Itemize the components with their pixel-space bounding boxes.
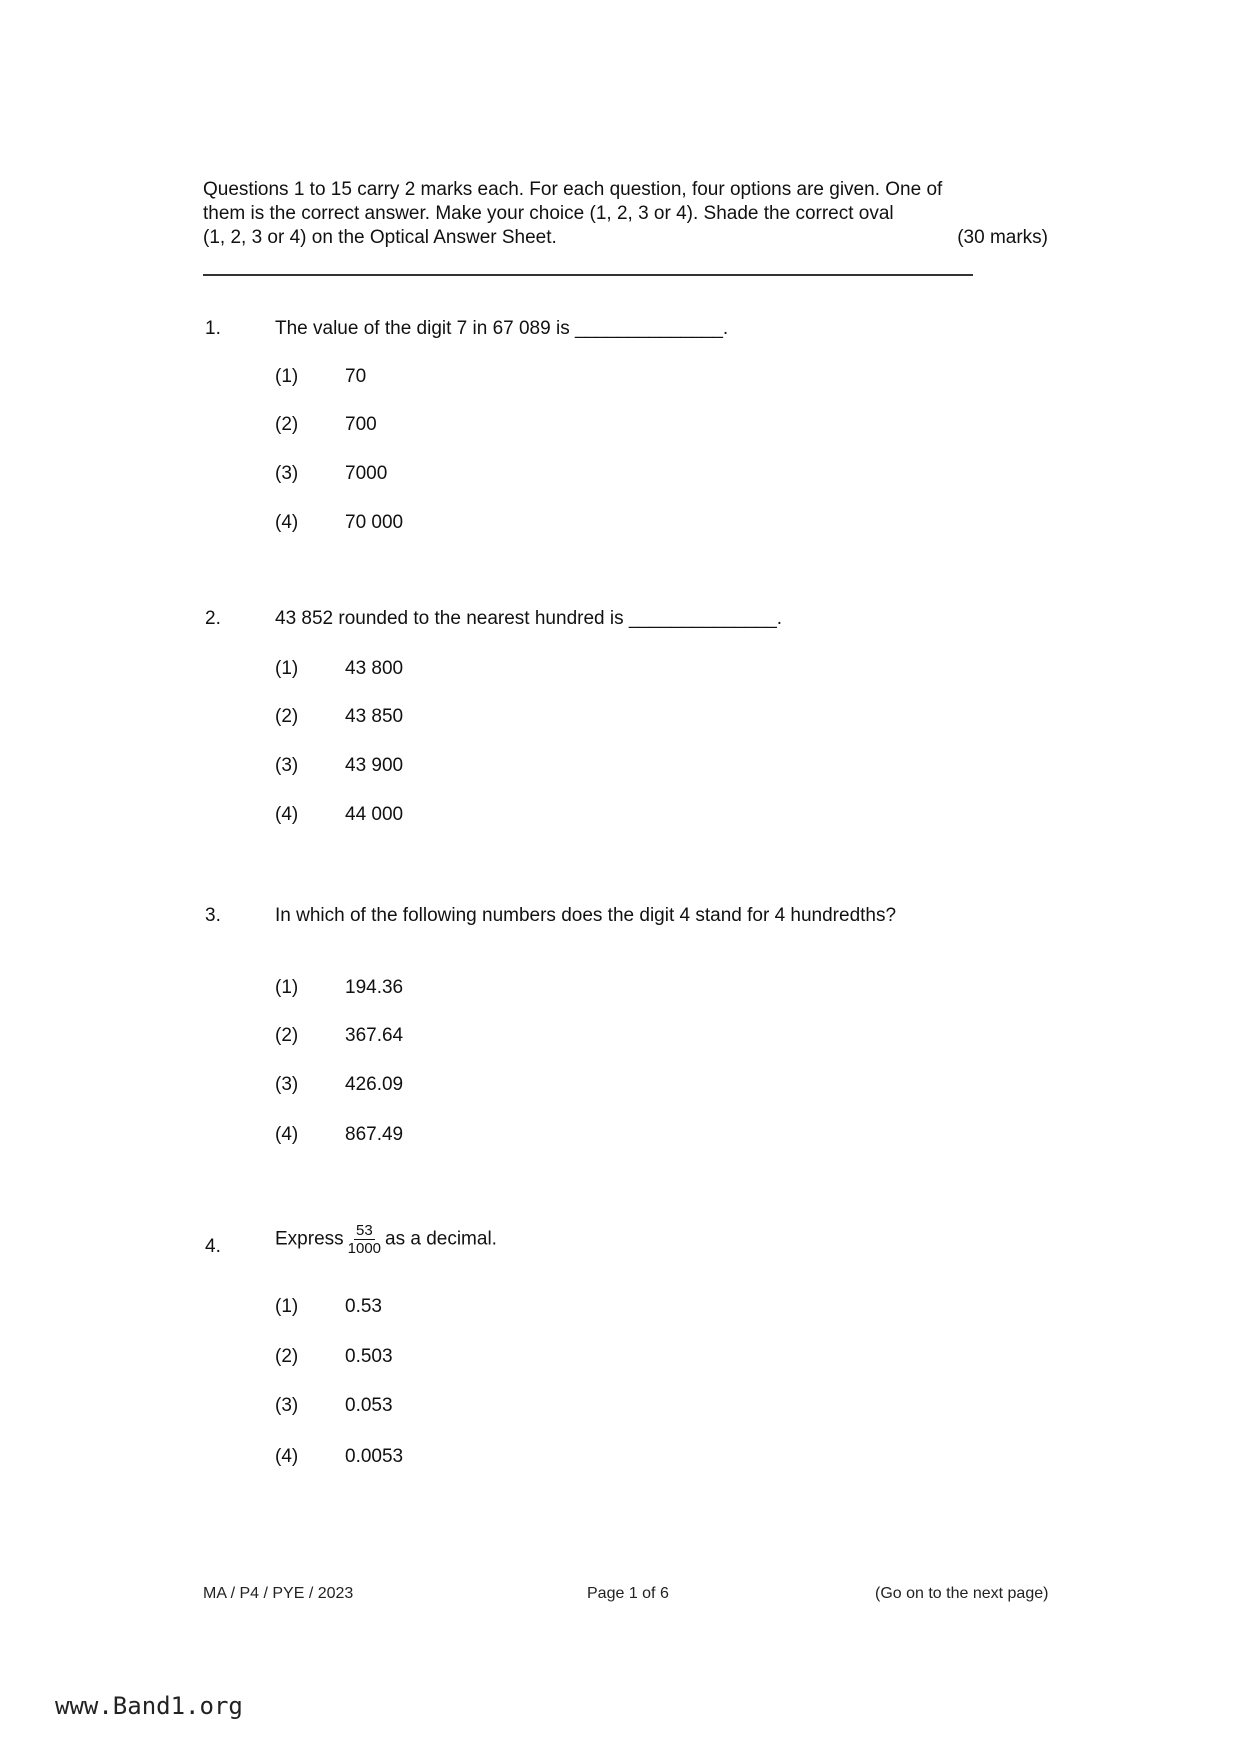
divider [203,274,973,276]
option-value: 0.0053 [345,1446,404,1467]
option-label: (3) [275,1074,299,1095]
option-label: (2) [275,414,299,435]
option-label: (2) [275,1025,299,1046]
option-label: (1) [275,977,299,998]
question-text: In which of the following numbers does the digit 4 stand for 4 hundredths? [275,905,897,926]
instructions [203,178,1048,250]
option-value: 0.053 [345,1395,393,1416]
question-number: 1. [205,318,221,339]
instructions-line: (1, 2, 3 or 4) on the Optical Answer Sheet. [203,227,557,248]
option-value: 0.53 [345,1296,382,1317]
option-value: 70 000 [345,512,404,533]
option-label: (4) [275,1446,299,1467]
option-label: (4) [275,804,299,825]
paper-code: MA / P4 / PYE / 2023 [203,1585,354,1602]
option-value: 44 000 [345,804,404,825]
option-label: (2) [275,1346,299,1367]
option-value: 43 800 [345,658,404,679]
question-number: 2. [205,608,221,629]
watermark: www.Band1.org [55,1692,243,1720]
option-value: 367.64 [345,1025,404,1046]
question-text [275,1222,497,1257]
option-value: 867.49 [345,1124,404,1145]
option-label: (3) [275,1395,299,1416]
option-label: (3) [275,755,299,776]
option-value: 0.503 [345,1346,393,1367]
page-number: Page 1 of 6 [587,1585,669,1602]
option-label: (2) [275,706,299,727]
total-marks: (30 marks) [957,227,1048,248]
question-text-before: Express [275,1228,344,1250]
option-value: 7000 [345,463,388,484]
question-number: 4. [205,1236,221,1257]
next-page-note: (Go on to the next page) [875,1585,1049,1602]
question-text: 43 852 rounded to the nearest hundred is ______________. [275,608,783,629]
question-number: 3. [205,905,221,926]
question-text-after: as a decimal. [385,1228,497,1250]
option-label: (1) [275,658,299,679]
fraction [348,1222,381,1257]
instructions-line: Questions 1 to 15 carry 2 marks each. For each question, four options are given. One of [203,179,943,200]
option-label: (3) [275,463,299,484]
fraction-numerator: 53 [355,1222,373,1239]
instructions-line: them is the correct answer. Make your choice (1, 2, 3 or 4). Shade the correct oval [203,203,894,224]
option-value: 70 [345,366,367,387]
option-value: 194.36 [345,977,404,998]
option-label: (4) [275,512,299,533]
option-value: 43 900 [345,755,404,776]
fraction-denominator: 1000 [347,1240,382,1257]
option-value: 700 [345,414,377,435]
option-label: (1) [275,366,299,387]
option-label: (4) [275,1124,299,1145]
option-label: (1) [275,1296,299,1317]
question-text: The value of the digit 7 in 67 089 is ______________. [275,318,729,339]
option-value: 43 850 [345,706,404,727]
option-value: 426.09 [345,1074,404,1095]
